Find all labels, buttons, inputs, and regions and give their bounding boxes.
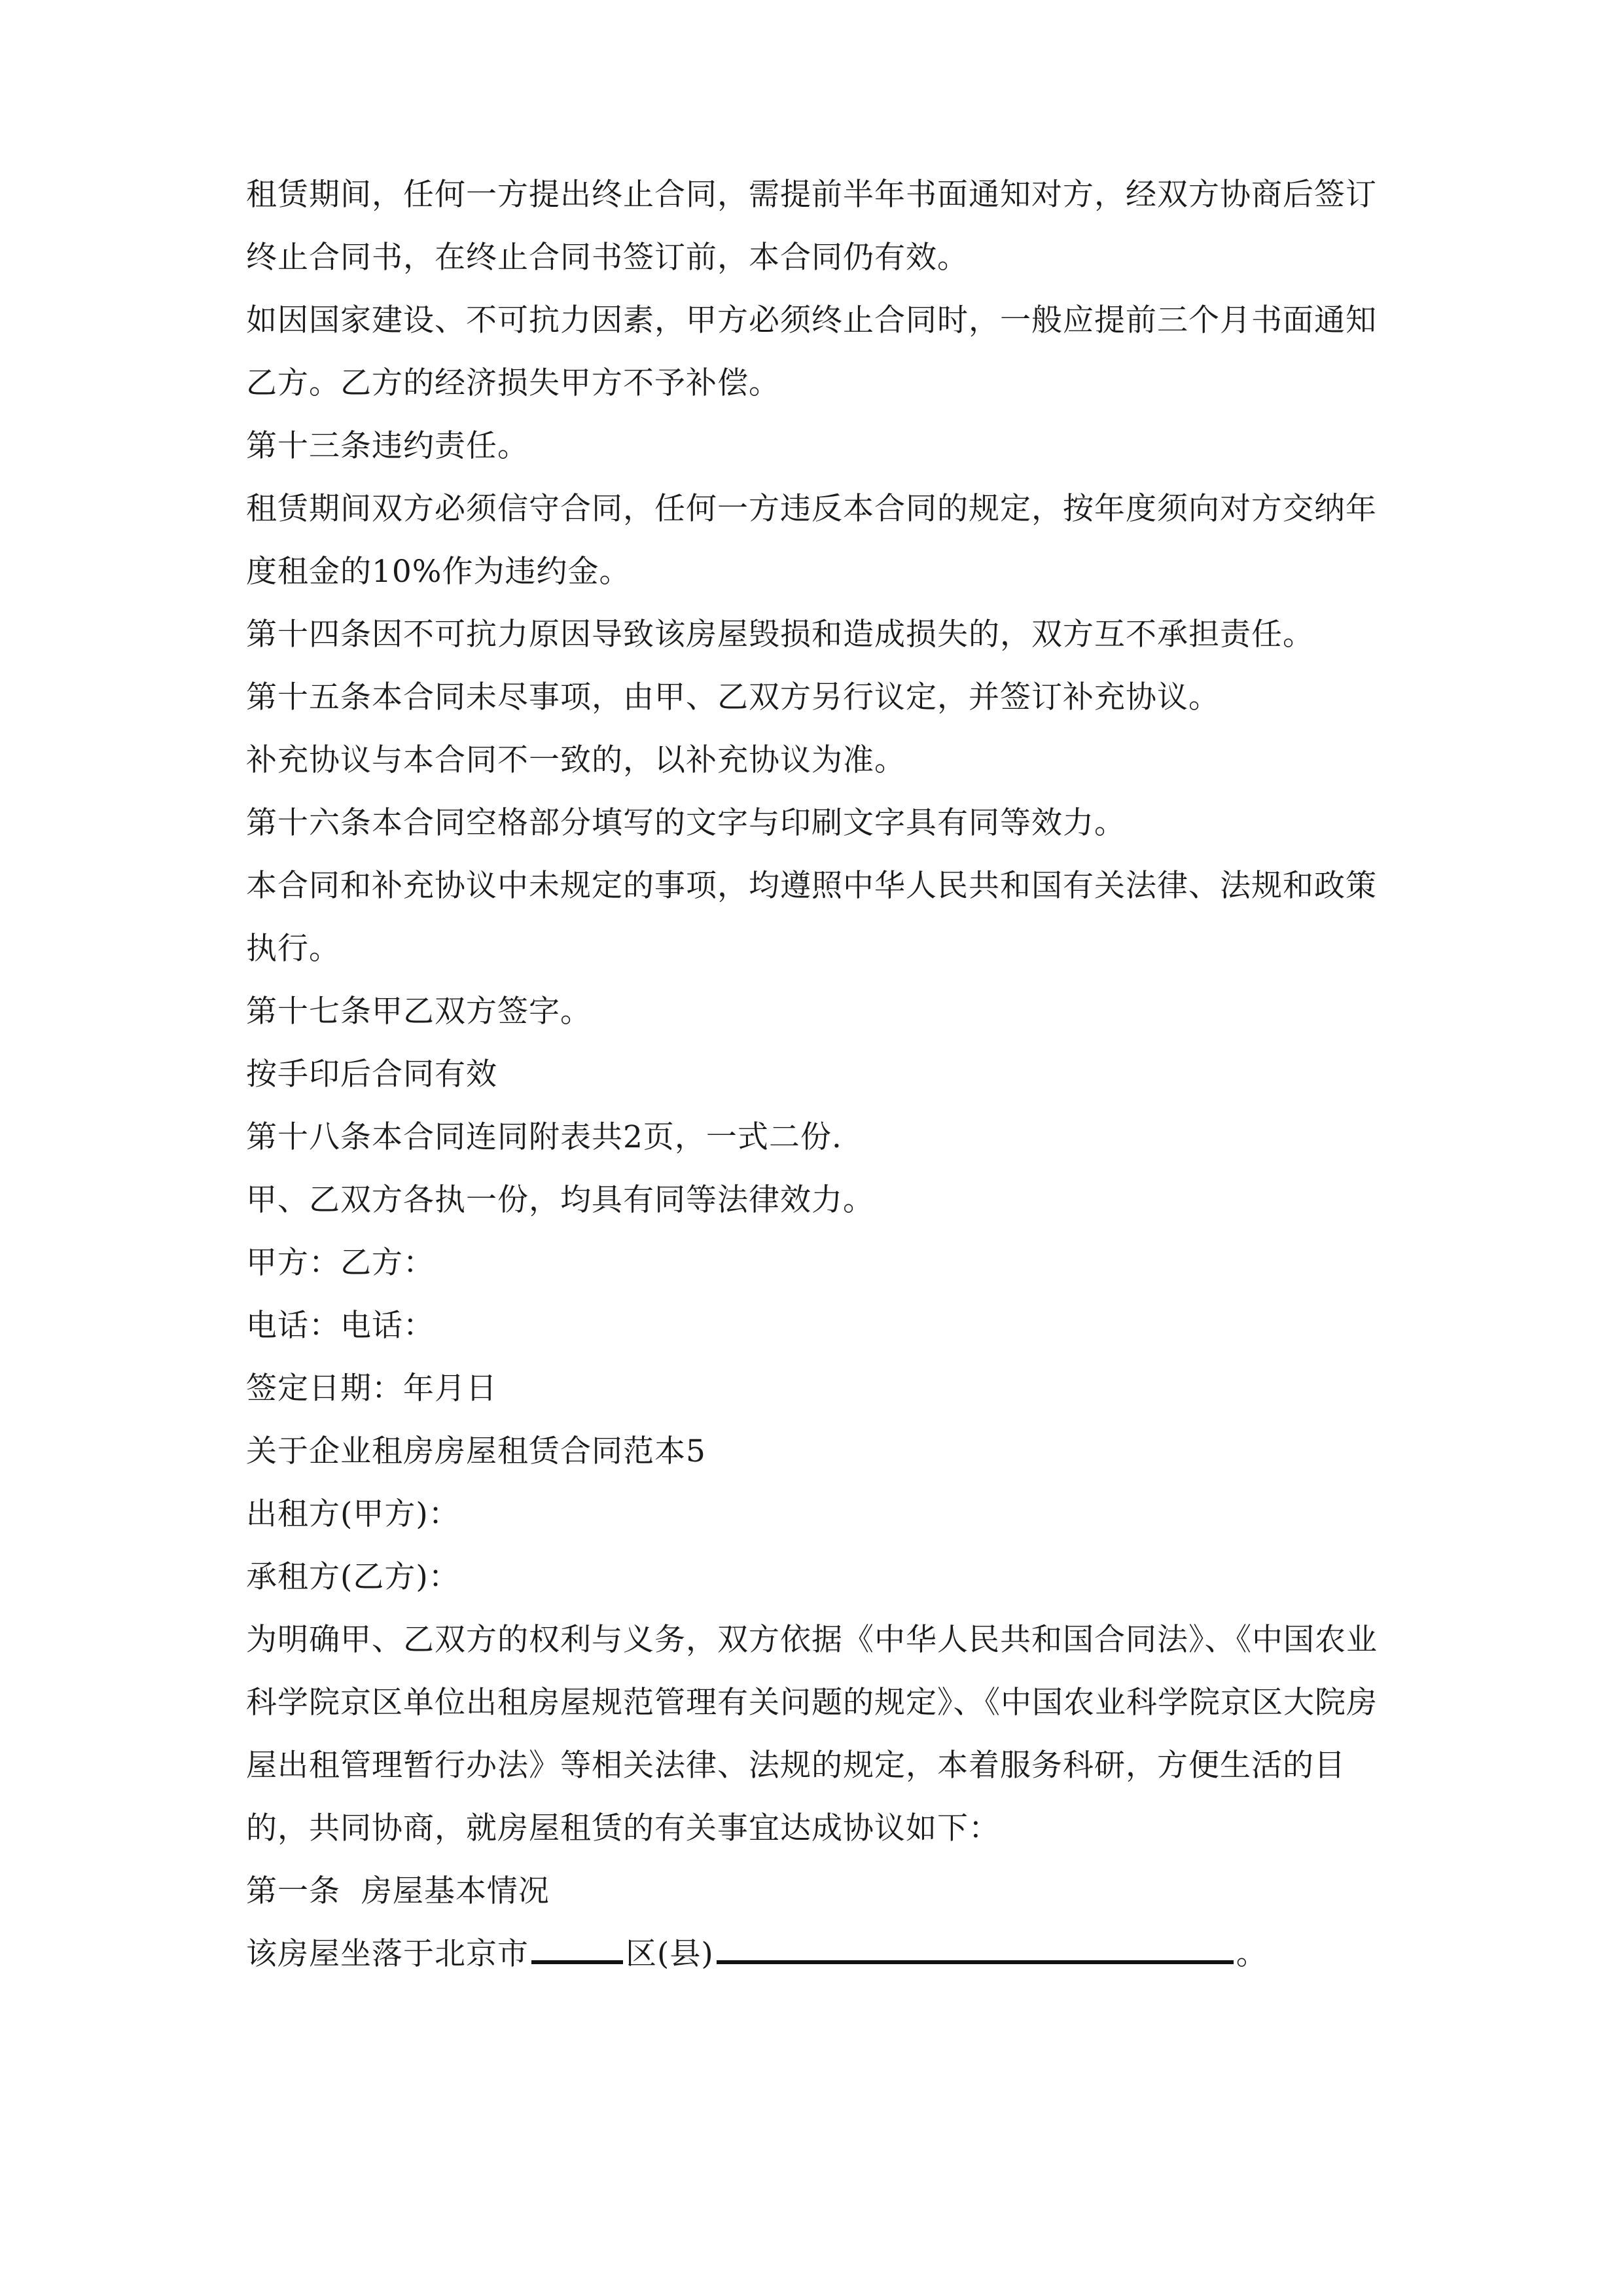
paragraph-copies: 甲、乙双方各执一份，均具有同等法律效力。 xyxy=(246,1182,874,1218)
article-18: 第十八条本合同连同附表共2页，一式二份. xyxy=(246,1119,842,1155)
contract-text xyxy=(246,164,1385,1986)
address-suffix: 。 xyxy=(1236,1936,1268,1972)
paragraph-fingerprint: 按手印后合同有效 xyxy=(246,1056,497,1092)
lessor-line: 出租方(甲方)： xyxy=(246,1496,460,1532)
district-blank xyxy=(531,1931,623,1964)
lessee-line: 承租方(乙方)： xyxy=(246,1559,460,1595)
article-14: 第十四条因不可抗力原因导致该房屋毁损和造成损失的，双方互不承担责任。 xyxy=(246,617,1314,653)
paragraph-preamble: 为明确甲、乙双方的权利与义务，双方依据《中华人民共和国合同法》、《中国农业科学院京区单位出租房屋规范管理有关问题的规定》、《中国农业科学院京区大院房屋出租管理暂行办法》等相关法律、法规的规定，本着服务科研，方便生活的目的，共同协商，就房屋租赁的有关事宜达成协议如下： xyxy=(246,1622,1378,1846)
section-title: 关于企业租房房屋租赁合同范本5 xyxy=(246,1433,706,1469)
address-blank xyxy=(717,1931,1234,1964)
article-15: 第十五条本合同未尽事项，由甲、乙双方另行议定，并签订补充协议。 xyxy=(246,679,1220,715)
signature-date: 签定日期：年月日 xyxy=(246,1371,497,1407)
address-prefix: 该房屋坐落于北京市 xyxy=(246,1936,529,1972)
address-middle: 区(县) xyxy=(626,1936,714,1972)
article-13-heading: 第十三条违约责任。 xyxy=(246,428,529,464)
paragraph-supplement-priority: 补充协议与本合同不一致的，以补充协议为准。 xyxy=(246,742,906,778)
paragraph-termination-notice: 租赁期间，任何一方提出终止合同，需提前半年书面通知对方，经双方协商后签订终止合同书，在终止合同书签订前，本合同仍有效。 xyxy=(246,177,1377,276)
article-17: 第十七条甲乙双方签字。 xyxy=(246,994,592,1030)
address-line xyxy=(246,1923,1385,1986)
paragraph-applicable-law: 本合同和补充协议中未规定的事项，均遵照中华人民共和国有关法律、法规和政策执行。 xyxy=(246,868,1377,967)
paragraph-breach-penalty: 租赁期间双方必须信守合同，任何一方违反本合同的规定，按年度须向对方交纳年度租金的10%作为违约金。 xyxy=(246,491,1377,590)
paragraph-force-majeure: 如因国家建设、不可抗力因素，甲方必须终止合同时，一般应提前三个月书面通知乙方。乙方的经济损失甲方不予补偿。 xyxy=(246,302,1377,401)
signature-phones: 电话：电话： xyxy=(246,1308,435,1344)
article-16: 第十六条本合同空格部分填写的文字与印刷文字具有同等效力。 xyxy=(246,805,1126,841)
article-1-heading: 第一条 房屋基本情况 xyxy=(246,1873,550,1909)
signature-parties: 甲方：乙方： xyxy=(246,1245,435,1281)
